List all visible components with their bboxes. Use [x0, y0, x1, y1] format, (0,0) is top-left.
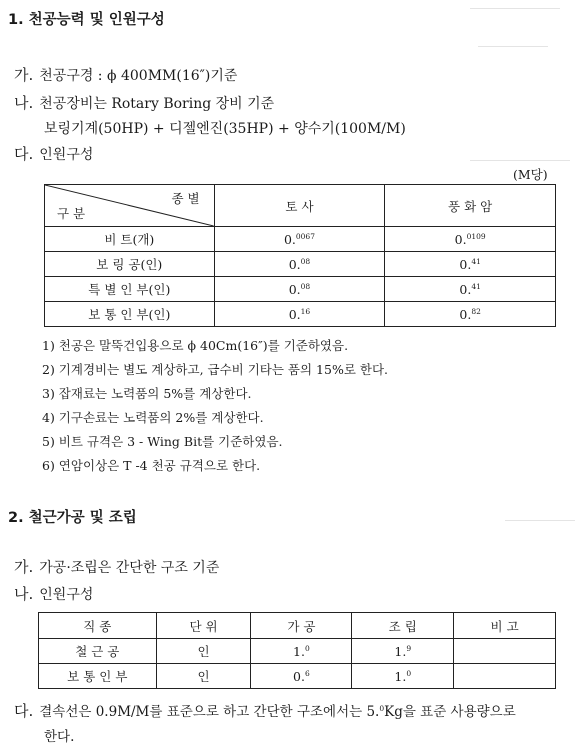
value-cell: 1.$^0$ [352, 664, 454, 689]
note-6: 6) 연암이상은 T -4 천공 규격으로 한다. [42, 458, 261, 473]
row-label: 특 별 인 부(인) [45, 277, 215, 302]
item-marker: 가. [14, 66, 34, 84]
item-text: 결속선은 0.9M/M를 표준으로 하고 간단한 구조에서는 5. [39, 704, 380, 720]
corner-top-label: 종 별 [171, 191, 200, 206]
value-cell: 0.41 [385, 252, 556, 277]
rebar-table [38, 612, 556, 689]
item-da-continued: 한다. [44, 729, 75, 745]
header-assembly: 조 립 [352, 613, 454, 639]
note-5: 5) 비트 규격은 3 - Wing Bit를 기준하였음. [42, 434, 283, 449]
item-marker: 다. [14, 702, 34, 720]
value-cell: 0.82 [385, 302, 556, 327]
table-row [45, 277, 556, 302]
corner-bottom-label: 구 분 [57, 206, 86, 221]
header-job: 직 종 [39, 613, 157, 639]
value-cell: 0.$^{0067}$ [214, 227, 385, 252]
remarks-cell [454, 639, 556, 664]
bleed-through-line [478, 46, 548, 47]
job-cell: 보 통 인 부 [39, 664, 157, 689]
section-2-title: 2. 철근가공 및 조립 [8, 510, 137, 526]
item-ga [14, 64, 237, 85]
item-text: 천공구경 : ϕ 400MM(16″)기준 [39, 68, 238, 84]
item-na [14, 92, 274, 113]
job-cell: 철 근 공 [39, 639, 157, 664]
table-row [45, 227, 556, 252]
unit-cell: 인 [156, 639, 251, 664]
item-ga [14, 556, 219, 577]
item-text: 인원구성 [39, 587, 94, 603]
value-cell: 0.08 [214, 252, 385, 277]
value-cell: 0.$^6$ [251, 664, 352, 689]
item-marker: 나. [14, 94, 34, 112]
item-text: 인원구성 [39, 147, 94, 163]
header-col2: 풍 화 암 [385, 185, 556, 227]
bleed-through-line [505, 520, 575, 521]
section-1-title: 1. 천공능력 및 인원구성 [8, 12, 165, 28]
table-row [39, 639, 556, 664]
item-text: 가공·조립은 간단한 구조 기준 [39, 560, 220, 576]
bleed-through-line [470, 8, 560, 9]
remarks-cell [454, 664, 556, 689]
header-col1: 토 사 [214, 185, 385, 227]
header-remarks: 비 고 [454, 613, 556, 639]
item-text: 보링기계(50HP) + 디젤엔진(35HP) + 양수기(100M/M) [44, 121, 406, 137]
value-cell: 1.$^9$ [352, 639, 454, 664]
table-row [39, 664, 556, 689]
item-da [14, 143, 93, 164]
item-text-sup: 0 [379, 704, 385, 713]
value-cell: 0.08 [214, 277, 385, 302]
value-cell: 0.41 [385, 277, 556, 302]
note-4: 4) 기구손료는 노력품의 2%를 계상한다. [42, 410, 264, 425]
item-text: 천공장비는 Rotary Boring 장비 기준 [39, 96, 275, 112]
item-marker: 나. [14, 585, 34, 603]
item-text: Kg을 표준 사용량으로 [384, 704, 516, 720]
row-label: 비 트(개) [45, 227, 215, 252]
bleed-through-line [470, 160, 570, 161]
value-cell: 0.$^{0109}$ [385, 227, 556, 252]
note-1: 1) 천공은 말뚝건입용으로 ϕ 40Cm(16″)를 기준하였음. [42, 338, 349, 353]
capacity-table [44, 184, 556, 327]
row-label: 보 링 공(인) [45, 252, 215, 277]
unit-label: (M당) [513, 167, 548, 182]
value-cell: 1.$^0$ [251, 639, 352, 664]
item-marker: 가. [14, 558, 34, 576]
unit-cell: 인 [156, 664, 251, 689]
row-label: 보 통 인 부(인) [45, 302, 215, 327]
item-marker: 다. [14, 145, 34, 163]
corner-header-cell [45, 185, 215, 227]
note-3: 3) 잡재료는 노력품의 5%를 계상한다. [42, 386, 252, 401]
note-2: 2) 기계경비는 별도 계상하고, 급수비 기타는 품의 15%로 한다. [42, 362, 388, 377]
value-cell: 0.16 [214, 302, 385, 327]
table-row [45, 252, 556, 277]
item-equipment [44, 118, 406, 138]
table-row [45, 302, 556, 327]
item-na [14, 583, 93, 604]
header-processing: 가 공 [251, 613, 352, 639]
item-da [14, 700, 516, 721]
header-unit: 단 위 [156, 613, 251, 639]
